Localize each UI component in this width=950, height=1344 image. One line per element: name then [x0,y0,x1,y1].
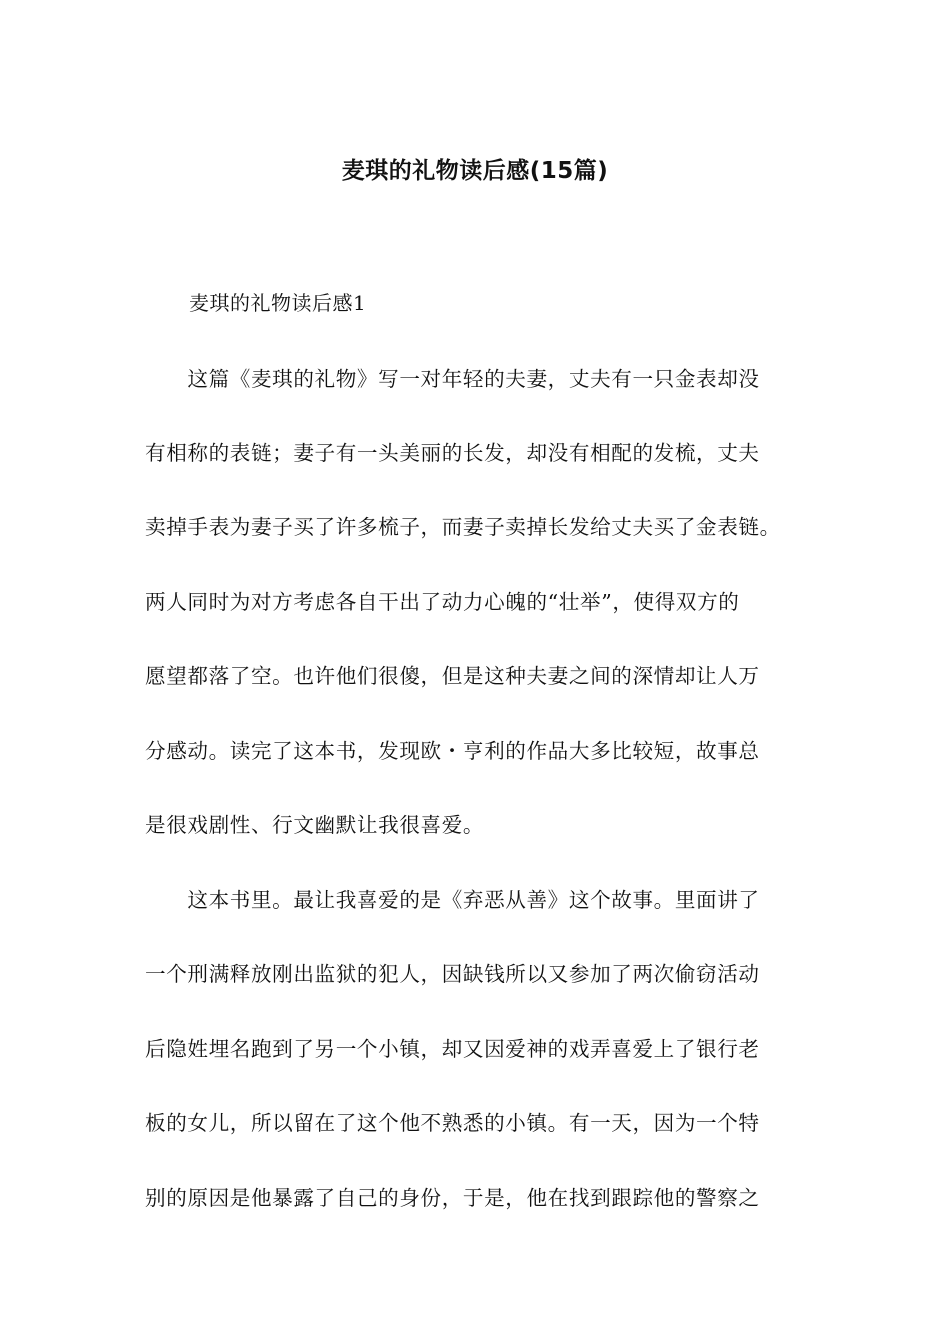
paragraph-1-line: 分感动。读完了这本书，发现欧・亨利的作品大多比较短，故事总 [145,739,760,763]
paragraph-1-line: 愿望都落了空。也许他们很傻，但是这种夫妻之间的深情却让人万 [145,664,760,688]
paragraph-2-line: 这本书里。最让我喜爱的是《弃恶从善》这个故事。里面讲了 [145,888,760,912]
paragraph-1-line: 卖掉手表为妻子买了许多梳子，而妻子卖掉长发给丈夫买了金表链。 [145,515,781,539]
paragraph-1-line: 是很戏剧性、行文幽默让我很喜爱。 [145,813,485,837]
paragraph-2-line: 后隐姓埋名跑到了另一个小镇，却又因爱神的戏弄喜爱上了银行老 [145,1037,760,1061]
paragraph-1-line: 有相称的表链；妻子有一头美丽的长发，却没有相配的发梳，丈夫 [145,441,760,465]
paragraph-2-line: 一个刑满释放刚出监狱的犯人，因缺钱所以又参加了两次偷窃活动 [145,962,760,986]
paragraph-1-line: 两人同时为对方考虑各自干出了动力心魄的“壮举”，使得双方的 [145,590,740,614]
paragraph-2-line: 别的原因是他暴露了自己的身份，于是，他在找到跟踪他的警察之 [145,1186,760,1210]
section-heading: 麦琪的礼物读后感1 [189,291,367,315]
paragraph-2-line: 板的女儿，所以留在了这个他不熟悉的小镇。有一天，因为一个特 [145,1111,760,1135]
paragraph-1-line: 这篇《麦琪的礼物》写一对年轻的夫妻，丈夫有一只金表却没 [145,367,760,391]
document-title: 麦琪的礼物读后感(15篇) [341,158,609,184]
